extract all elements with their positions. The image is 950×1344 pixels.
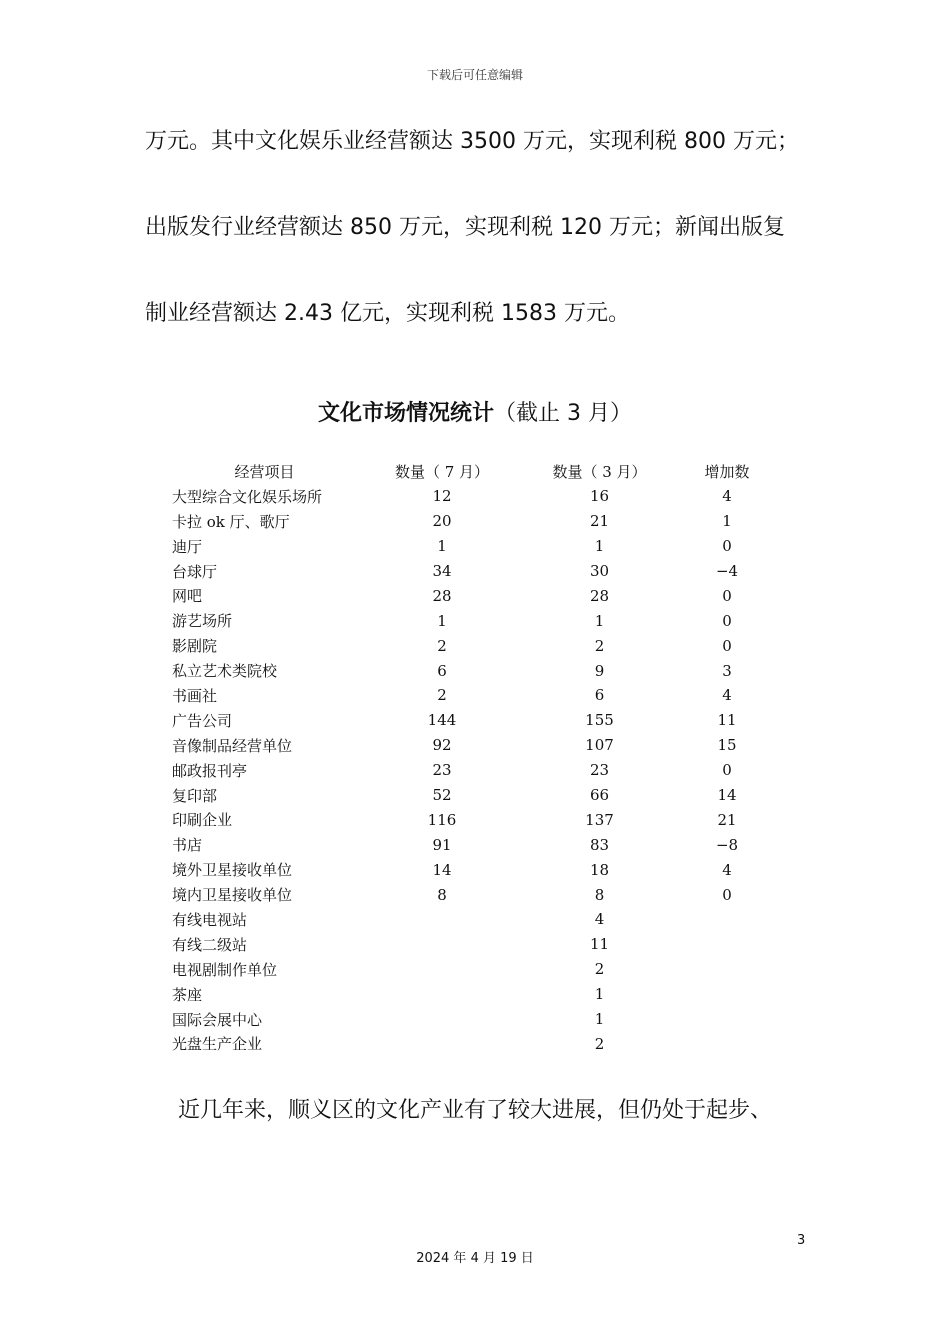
cell-item: 台球厅 bbox=[172, 562, 218, 581]
cell-count-july: 116 bbox=[427, 810, 457, 829]
cell-increase: 0 bbox=[722, 537, 732, 556]
cell-count-march: 1 bbox=[594, 1010, 605, 1029]
table-header-row bbox=[172, 459, 782, 484]
table-row bbox=[172, 832, 782, 857]
table-row bbox=[172, 882, 782, 907]
cell-count-march: 30 bbox=[589, 562, 610, 580]
cell-count-march: 21 bbox=[589, 512, 610, 531]
cell-item: 国际会展中心 bbox=[172, 1010, 263, 1029]
cell-increase bbox=[672, 1007, 782, 1032]
header-item: 经营项目 bbox=[234, 462, 295, 481]
cell-count-march: 2 bbox=[594, 1034, 605, 1053]
cell-count-march: 107 bbox=[585, 736, 614, 755]
body-line: 制业经营额达 2.43 亿元，实现利税 1583 万元。 bbox=[145, 301, 630, 326]
table-row bbox=[172, 932, 782, 957]
cell-count-july: 92 bbox=[432, 736, 452, 755]
cell-count-march: 11 bbox=[589, 935, 610, 954]
body-line: 出版发行业经营额达 850 万元，实现利税 120 万元；新闻出版复 bbox=[145, 215, 785, 240]
table-row bbox=[172, 633, 782, 658]
page-number: 3 bbox=[797, 1233, 806, 1248]
cell-count-july bbox=[357, 1031, 527, 1056]
cell-item: 大型综合文化娱乐场所 bbox=[172, 487, 323, 506]
cell-count-march: 8 bbox=[594, 885, 605, 904]
cell-increase: −8 bbox=[715, 835, 739, 854]
cell-count-july: 1 bbox=[437, 537, 447, 556]
cell-increase: 0 bbox=[722, 885, 732, 904]
cell-count-march: 16 bbox=[589, 487, 610, 506]
cell-increase: 0 bbox=[722, 611, 732, 630]
cell-increase: 3 bbox=[722, 661, 732, 680]
table-row bbox=[172, 758, 782, 783]
cell-item: 广告公司 bbox=[172, 711, 233, 730]
page-header: 下载后可任意编辑 bbox=[426, 68, 523, 82]
cell-increase: 4 bbox=[722, 487, 732, 506]
cell-count-july: 144 bbox=[427, 711, 457, 730]
cell-count-july bbox=[357, 932, 527, 957]
cell-count-july: 20 bbox=[432, 512, 452, 531]
table-row bbox=[172, 807, 782, 832]
cell-count-july bbox=[357, 907, 527, 932]
cell-count-march: 2 bbox=[594, 636, 605, 655]
cell-increase: 4 bbox=[722, 686, 732, 705]
table-title-note: （截止 3 月） bbox=[494, 401, 632, 426]
cell-increase: 1 bbox=[722, 512, 732, 531]
cell-item: 书店 bbox=[172, 836, 203, 855]
cell-item: 迪厅 bbox=[172, 537, 203, 556]
cell-increase: −4 bbox=[715, 562, 739, 580]
cell-increase: 21 bbox=[717, 810, 737, 829]
table-row bbox=[172, 1031, 782, 1056]
table-row bbox=[172, 559, 782, 584]
table-title bbox=[0, 396, 950, 427]
cell-item: 影剧院 bbox=[172, 637, 218, 656]
cell-count-july: 34 bbox=[432, 562, 452, 580]
cell-count-july: 23 bbox=[432, 761, 452, 780]
cell-count-march: 4 bbox=[594, 910, 605, 929]
cell-count-march: 137 bbox=[585, 810, 614, 829]
cell-count-july: 14 bbox=[432, 860, 452, 879]
cell-count-march: 2 bbox=[594, 960, 605, 979]
culture-market-table bbox=[172, 459, 782, 1056]
cell-increase: 4 bbox=[722, 860, 732, 879]
cell-count-july: 12 bbox=[432, 487, 452, 506]
table-row bbox=[172, 658, 782, 683]
cell-count-march: 1 bbox=[594, 611, 605, 630]
cell-item: 有线电视站 bbox=[172, 910, 248, 929]
cell-increase bbox=[672, 932, 782, 957]
cell-item: 复印部 bbox=[172, 786, 218, 805]
table-row bbox=[172, 1007, 782, 1032]
table-row bbox=[172, 509, 782, 534]
cell-item: 游艺场所 bbox=[172, 612, 233, 631]
cell-count-july: 52 bbox=[432, 786, 452, 805]
cell-count-july: 28 bbox=[432, 586, 452, 605]
header-increase: 增加数 bbox=[704, 462, 750, 481]
cell-increase: 14 bbox=[717, 786, 737, 805]
table-row bbox=[172, 907, 782, 932]
cell-increase: 0 bbox=[722, 586, 732, 605]
body-paragraph bbox=[145, 99, 845, 357]
table-row bbox=[172, 733, 782, 758]
cell-item: 茶座 bbox=[172, 985, 203, 1004]
cell-item: 私立艺术类院校 bbox=[172, 662, 278, 681]
cell-count-july bbox=[357, 1007, 527, 1032]
cell-increase: 0 bbox=[722, 761, 732, 780]
closing-paragraph: 近几年来，顺义区的文化产业有了较大进展，但仍处于起步、 bbox=[178, 1098, 773, 1123]
cell-count-march: 6 bbox=[594, 686, 605, 705]
cell-item: 印刷企业 bbox=[172, 811, 233, 830]
header-count-march: 数量（ 3 月） bbox=[552, 462, 647, 481]
cell-count-march: 23 bbox=[589, 761, 610, 780]
table-row bbox=[172, 708, 782, 733]
cell-item: 邮政报刊亭 bbox=[172, 761, 248, 780]
cell-item: 书画社 bbox=[172, 686, 218, 705]
cell-count-july: 1 bbox=[437, 611, 447, 630]
cell-count-march: 1 bbox=[594, 537, 605, 556]
cell-item: 电视剧制作单位 bbox=[172, 960, 278, 979]
table-row bbox=[172, 534, 782, 559]
cell-increase: 15 bbox=[717, 736, 737, 755]
header-count-july: 数量（ 7 月） bbox=[394, 462, 490, 481]
cell-count-march: 155 bbox=[585, 711, 614, 730]
cell-increase: 11 bbox=[717, 711, 737, 730]
cell-count-march: 83 bbox=[589, 835, 610, 854]
cell-item: 音像制品经营单位 bbox=[172, 736, 293, 755]
table-row bbox=[172, 857, 782, 882]
table-body bbox=[172, 484, 782, 1056]
cell-count-july: 8 bbox=[437, 885, 447, 904]
cell-item: 光盘生产企业 bbox=[172, 1035, 263, 1054]
cell-increase bbox=[672, 907, 782, 932]
cell-count-july: 2 bbox=[437, 686, 447, 705]
cell-count-july bbox=[357, 957, 527, 982]
table-row bbox=[172, 484, 782, 509]
cell-item: 有线二级站 bbox=[172, 935, 248, 954]
table-title-main: 文化市场情况统计 bbox=[318, 401, 495, 426]
cell-increase bbox=[672, 1031, 782, 1056]
cell-item: 网吧 bbox=[172, 587, 203, 606]
table-row bbox=[172, 608, 782, 633]
cell-increase bbox=[672, 957, 782, 982]
table-row bbox=[172, 683, 782, 708]
cell-item: 境外卫星接收单位 bbox=[172, 861, 293, 880]
cell-count-march: 9 bbox=[594, 661, 605, 680]
cell-count-march: 1 bbox=[594, 985, 605, 1004]
cell-count-july bbox=[357, 982, 527, 1007]
body-line: 万元。其中文化娱乐业经营额达 3500 万元，实现利税 800 万元； bbox=[145, 129, 799, 154]
table-row bbox=[172, 783, 782, 808]
table-row bbox=[172, 957, 782, 982]
table-row bbox=[172, 583, 782, 608]
cell-count-march: 28 bbox=[589, 586, 610, 605]
cell-item: 卡拉 ok 厅、歌厅 bbox=[172, 512, 290, 531]
cell-count-july: 2 bbox=[437, 636, 447, 655]
cell-count-march: 18 bbox=[589, 860, 610, 879]
cell-count-march: 66 bbox=[589, 786, 610, 805]
cell-increase bbox=[672, 982, 782, 1007]
cell-count-july: 6 bbox=[437, 661, 447, 680]
table-row bbox=[172, 982, 782, 1007]
page-footer-date: 2024 年 4 月 19 日 bbox=[416, 1251, 534, 1266]
cell-count-july: 91 bbox=[432, 835, 452, 854]
cell-increase: 0 bbox=[722, 636, 732, 655]
cell-item: 境内卫星接收单位 bbox=[172, 886, 293, 905]
